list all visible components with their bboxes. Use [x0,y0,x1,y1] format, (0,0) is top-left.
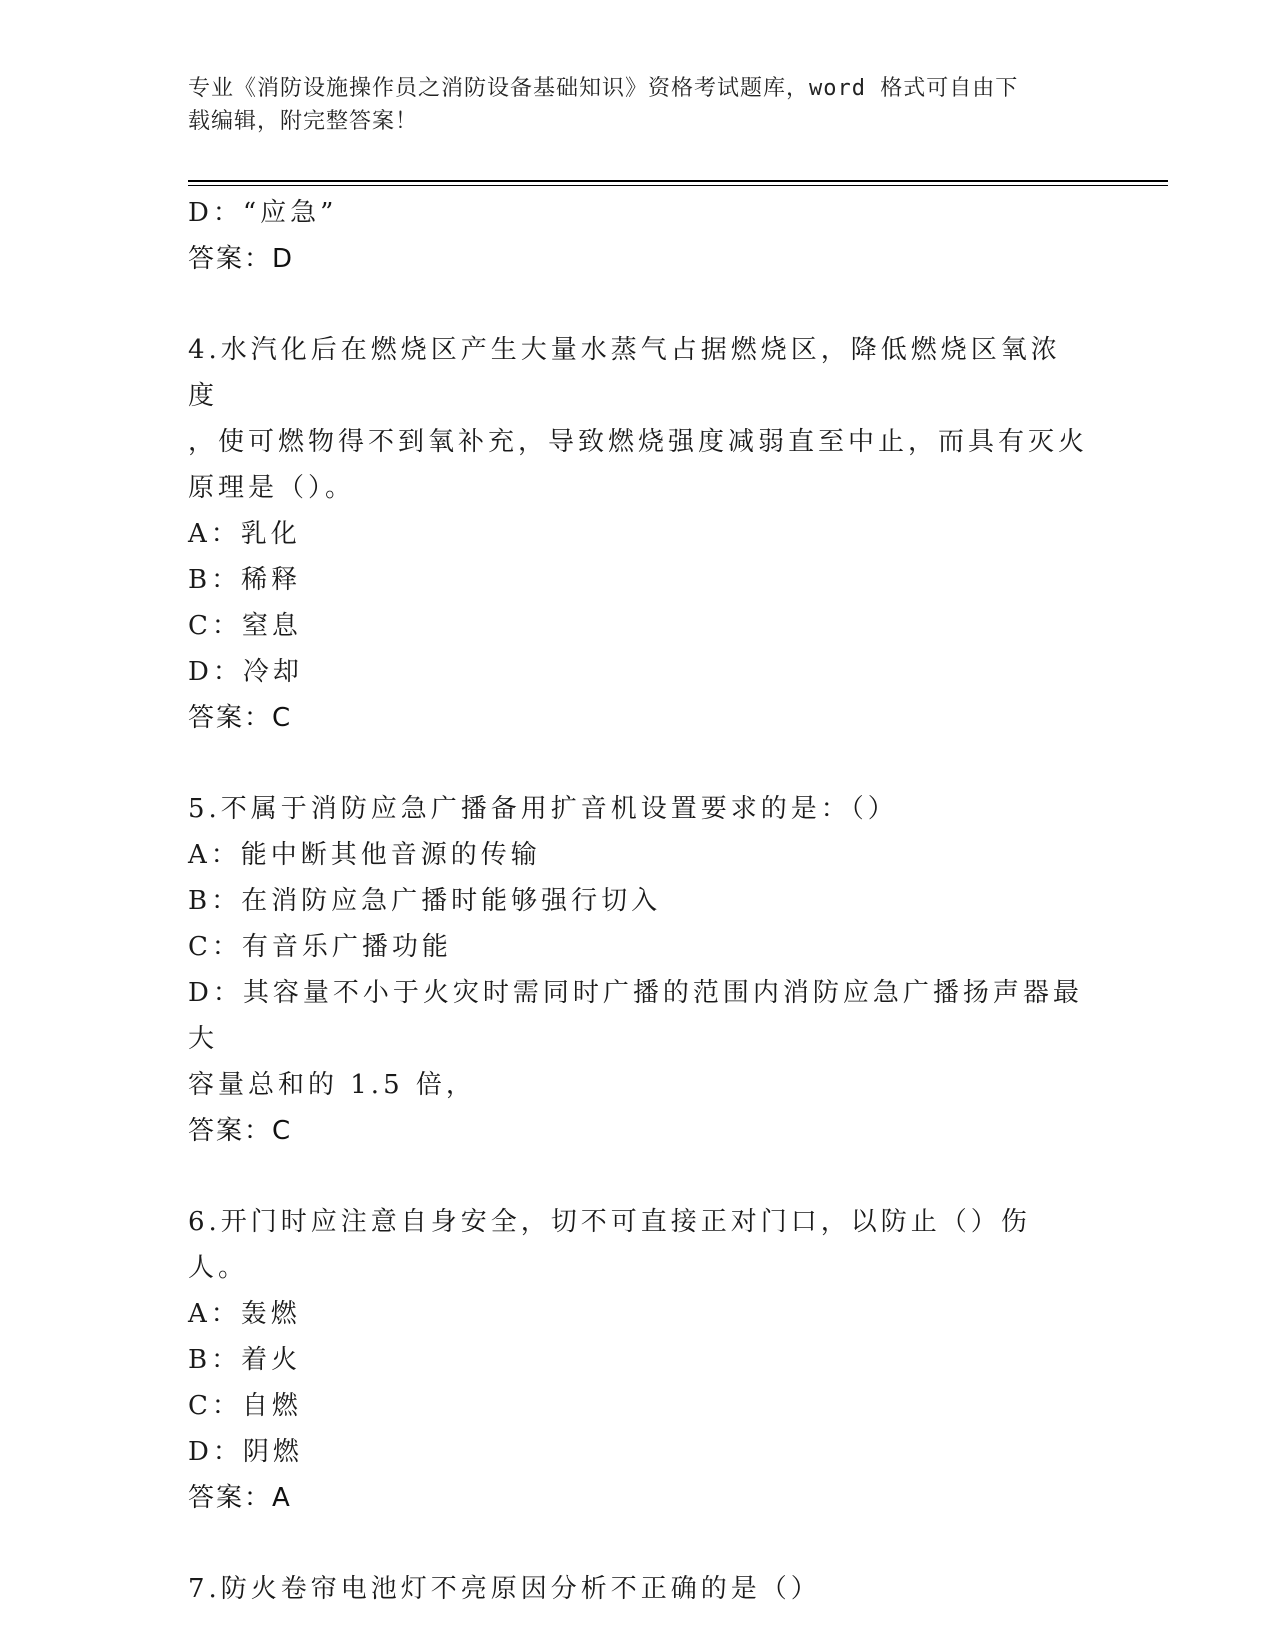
spacer [188,1521,1088,1566]
question-block-5 [188,786,1088,1154]
question-6-answer: 答案：A [188,1483,292,1513]
question-content [188,190,1088,1612]
question-block-6 [188,1199,1088,1521]
question-4-answer: 答案：C [188,703,293,733]
question-4-option-b: B：稀释 [188,565,302,595]
question-5-option-d-continued: 容量总和的 1.5 倍， [188,1070,476,1100]
fragment-option-d: D：“应急” [188,198,338,228]
question-5-option-b: B：在消防应急广播时能够强行切入 [188,886,662,916]
question-4-option-c: C：窒息 [188,611,302,641]
question-5-option-d: D：其容量不小于火灾时需同时广播的范围内消防应急广播扬声器最大 [188,978,1083,1054]
question-6-option-a: A：轰燃 [188,1299,301,1329]
question-4-option-d: D：冷却 [188,657,303,687]
question-7-line-1: 7.防火卷帘电池灯不亮原因分析不正确的是（） [188,1574,821,1604]
question-5-option-a: A：能中断其他音源的传输 [188,840,541,870]
question-5-line-1: 5.不属于消防应急广播备用扩音机设置要求的是：（） [188,794,898,824]
question-5-option-c: C：有音乐广播功能 [188,932,452,962]
fragment-answer: 答案：D [188,244,295,274]
question-6-option-d: D：阴燃 [188,1437,303,1467]
question-6-option-b: B：着火 [188,1345,302,1375]
header-line-2: 载编辑，附完整答案！ [188,109,419,134]
question-block-4 [188,327,1088,741]
question-4-line-2: ，使可燃物得不到氧补充，导致燃烧强度减弱直至中止，而具有灭火 [188,427,1089,457]
header-line-1: 专业《消防设施操作员之消防设备基础知识》资格考试题库，word 格式可自由下 [188,76,1019,101]
question-6-option-c: C：自燃 [188,1391,302,1421]
question-block-7 [188,1566,1088,1612]
question-5-answer: 答案：C [188,1116,293,1146]
spacer [188,1154,1088,1199]
document-header [188,72,1088,138]
header-divider-thick [188,180,1168,182]
spacer [188,282,1088,327]
spacer [188,741,1088,786]
question-4-line-3: 原理是（）。 [188,473,356,503]
question-6-line-1: 6.开门时应注意自身安全，切不可直接正对门口，以防止（）伤人。 [188,1207,1031,1283]
question-4-option-a: A：乳化 [188,519,301,549]
header-divider-thin [188,185,1168,186]
question-4-line-1: 4.水汽化后在燃烧区产生大量水蒸气占据燃烧区，降低燃烧区氧浓度 [188,335,1061,411]
